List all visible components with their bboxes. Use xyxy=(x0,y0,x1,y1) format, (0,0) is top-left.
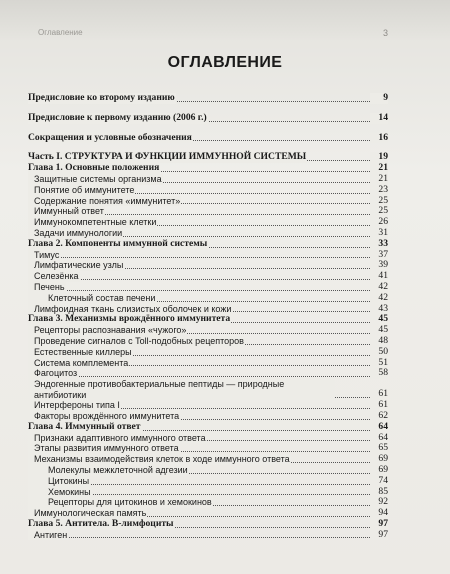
toc-entry-page: 45 xyxy=(370,314,388,325)
toc-entry xyxy=(28,133,388,144)
toc-entry-page: 26 xyxy=(370,217,388,228)
toc-entry-page: 25 xyxy=(370,206,388,217)
toc-entry xyxy=(28,336,388,347)
toc-entry-page: 61 xyxy=(370,389,388,400)
toc-entry-title: Предисловие ко второму изданию xyxy=(28,92,175,103)
toc-entry-title: Глава 3. Механизмы врождённого иммунитета xyxy=(28,313,231,325)
toc-entry xyxy=(28,93,388,104)
dot-leader xyxy=(28,536,370,538)
toc-entry xyxy=(28,314,388,325)
toc-entry-title: Иммунологическая память xyxy=(28,508,147,519)
toc-entry-title: Глава 1. Основные положения xyxy=(28,162,160,174)
toc-entry-page: 16 xyxy=(370,133,388,144)
toc-entry-title: Хемокины xyxy=(28,487,92,498)
toc-entry-page: 19 xyxy=(370,152,388,163)
toc-entry xyxy=(28,476,388,487)
toc-entry-page: 41 xyxy=(370,271,388,282)
toc-entry-page: 14 xyxy=(370,113,388,124)
toc-entry-title: Клеточный состав печени xyxy=(28,293,156,304)
toc-entry xyxy=(28,250,388,261)
toc-entry-page: 48 xyxy=(370,336,388,347)
toc-entry-page: 37 xyxy=(370,250,388,261)
toc-entry-title: Факторы врождённого иммунитета xyxy=(28,411,180,422)
toc-entry xyxy=(28,113,388,124)
toc-entry-title: Проведение сигналов с Toll-подобных рецепторов xyxy=(28,336,245,347)
toc-entry-title: Сокращения и условные обозначения xyxy=(28,131,192,143)
toc-entry-title: Глава 4. Иммунный ответ xyxy=(28,420,141,432)
toc-entry-title: Защитные системы организма xyxy=(28,174,163,185)
toc-entry-page: 92 xyxy=(370,497,388,508)
toc-entry-page: 9 xyxy=(370,93,388,104)
toc-entry-title: Рецепторы для цитокинов и хемокинов xyxy=(28,497,213,508)
toc-entry-page: 23 xyxy=(370,185,388,196)
toc-entry xyxy=(28,347,388,358)
toc-entry-page: 45 xyxy=(370,325,388,336)
toc-entry-title: Естественные киллеры xyxy=(28,347,133,358)
dot-leader xyxy=(28,256,370,258)
toc-entry-page: 97 xyxy=(370,530,388,541)
toc-entry xyxy=(28,206,388,217)
toc-entry xyxy=(28,530,388,541)
toc-entry-title: Часть I. СТРУКТУРА И ФУНКЦИИ ИММУННОЙ СИСТЕМЫ xyxy=(28,151,307,163)
toc-entry-title: Печень xyxy=(28,282,66,293)
toc-entry-page: 65 xyxy=(370,443,388,454)
toc-entry xyxy=(28,454,388,465)
toc-entry-page: 39 xyxy=(370,260,388,271)
toc-entry xyxy=(28,260,388,271)
toc-entry xyxy=(28,271,388,282)
toc-entry-page: 25 xyxy=(370,196,388,207)
toc-entry xyxy=(28,185,388,196)
toc-entry-page: 50 xyxy=(370,347,388,358)
toc-entry-page: 31 xyxy=(370,228,388,239)
toc-entry-title: Молекулы межклеточной адгезии xyxy=(28,465,189,476)
toc-entry-title: Понятие об иммунитете xyxy=(28,185,135,196)
table-of-contents xyxy=(28,93,388,540)
toc-entry xyxy=(28,465,388,476)
page-title: ОГЛАВЛЕНИЕ xyxy=(167,54,283,71)
toc-entry-title: Селезёнка xyxy=(28,271,80,282)
toc-entry-page: 62 xyxy=(370,411,388,422)
toc-entry xyxy=(28,217,388,228)
toc-entry-title: Тимус xyxy=(28,250,60,261)
toc-entry xyxy=(28,239,388,250)
toc-entry xyxy=(28,497,388,508)
toc-entry xyxy=(28,293,388,304)
toc-entry xyxy=(28,282,388,293)
toc-entry-page: 21 xyxy=(370,174,388,185)
toc-entry xyxy=(28,433,388,444)
toc-entry-page: 51 xyxy=(370,358,388,369)
toc-entry-title: Признаки адаптивного иммунного ответа xyxy=(28,433,207,444)
toc-entry-title: Фагоцитоз xyxy=(28,368,78,379)
toc-entry-title: Лимфоидная ткань слизистых оболочек и кожи xyxy=(28,304,232,315)
toc-entry-title: Содержание понятия «иммунитет» xyxy=(28,196,181,207)
toc-entry-page: 42 xyxy=(370,293,388,304)
toc-entry-title: Механизмы взаимодействия клеток в ходе иммунного ответа xyxy=(28,454,291,465)
toc-entry-title: Рецепторы распознавания «чужого» xyxy=(28,325,187,336)
toc-entry xyxy=(28,325,388,336)
toc-entry xyxy=(28,443,388,454)
toc-entry-title: Предисловие к первому изданию (2006 г.) xyxy=(28,111,207,123)
toc-entry-page: 43 xyxy=(370,304,388,315)
toc-entry xyxy=(28,400,388,411)
toc-entry-title: Эндогенные противобактериальные пептиды — природные антибиотики xyxy=(28,379,335,400)
toc-entry-title: Интерфероны типа I xyxy=(28,400,121,411)
toc-entry-title: Лимфатические узлы xyxy=(28,260,124,271)
dot-leader xyxy=(28,375,370,377)
toc-entry xyxy=(28,379,388,400)
toc-entry-page: 85 xyxy=(370,487,388,498)
toc-entry-page: 42 xyxy=(370,282,388,293)
toc-entry-title: Иммунный ответ xyxy=(28,206,105,217)
toc-entry-page: 21 xyxy=(370,163,388,174)
toc-entry-page: 74 xyxy=(370,476,388,487)
running-head: Оглавление xyxy=(38,28,83,37)
toc-entry xyxy=(28,368,388,379)
toc-entry-page: 94 xyxy=(370,508,388,519)
toc-entry xyxy=(28,487,388,498)
toc-entry xyxy=(28,174,388,185)
toc-entry xyxy=(28,196,388,207)
toc-entry-title: Система комплемента xyxy=(28,358,129,369)
page-number: 3 xyxy=(383,28,389,38)
toc-entry-title: Задачи иммунологии xyxy=(28,228,123,239)
toc-entry-title: Иммунокомпетентные клетки xyxy=(28,217,157,228)
dot-leader xyxy=(28,289,370,291)
toc-entry-title: Глава 5. Антитела. В-лимфоциты xyxy=(28,517,174,529)
toc-entry-page: 33 xyxy=(370,239,388,250)
toc-entry-page: 64 xyxy=(370,422,388,433)
toc-entry-title: Цитокины xyxy=(28,476,90,487)
toc-entry-page: 64 xyxy=(370,433,388,444)
toc-entry-title: Антиген xyxy=(28,530,68,541)
toc-entry-page: 58 xyxy=(370,368,388,379)
toc-entry-page: 69 xyxy=(370,465,388,476)
toc-entry xyxy=(28,519,388,530)
toc-entry-page: 61 xyxy=(370,400,388,411)
toc-entry-page: 69 xyxy=(370,454,388,465)
toc-entry-page: 97 xyxy=(370,519,388,530)
toc-entry xyxy=(28,163,388,174)
toc-entry-title: Глава 2. Компоненты иммунной системы xyxy=(28,237,208,249)
toc-entry xyxy=(28,358,388,369)
toc-entry xyxy=(28,422,388,433)
toc-entry-title: Этапы развития иммунного ответа xyxy=(28,443,180,454)
